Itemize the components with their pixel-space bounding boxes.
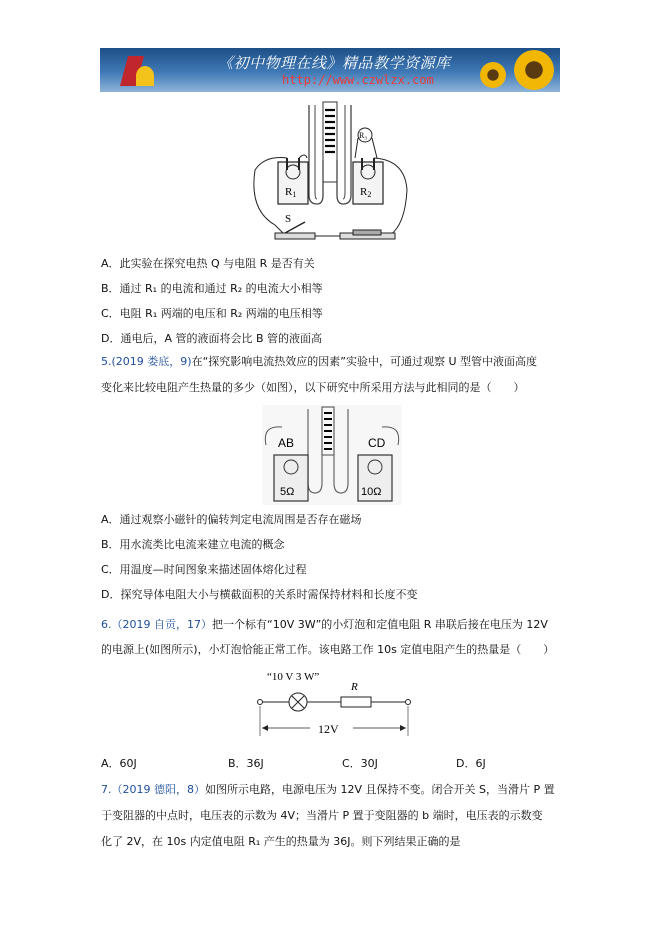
q4-option-b: B．通过 R₁ 的电流和通过 R₂ 的电流大小相等 [101, 282, 323, 295]
banner-url[interactable]: http://www.czwlzx.com [282, 73, 434, 87]
q5-source: (2019 娄底，9) [111, 355, 192, 368]
fig2-label-10ohm: 10Ω [361, 486, 382, 498]
logo-yellow-shape [136, 66, 154, 86]
q6-option-c: C．30J [342, 757, 378, 770]
q4-option-c: C．电阻 R₁ 两端的电压和 R₂ 两端的电压相等 [101, 307, 323, 320]
q5-option-a: A．通过观察小磁针的偏转判定电流周围是否存在磁场 [101, 513, 362, 526]
q5-stem-line1 [101, 355, 537, 369]
q7-source: （2019 德阳，8） [111, 783, 205, 796]
sunflower-small-icon [480, 62, 506, 88]
q7-stem-line2: 于变阻器的中点时，电压表的示数为 4V；当滑片 P 置于变阻器的 b 端时，电压表的示数变 [101, 809, 543, 822]
fig1-label-r2: R2 [360, 186, 372, 199]
q6-source: （2019 自贡，17） [111, 618, 212, 631]
q4-option-a: A．此实验在探究电热 Q 与电阻 R 是否有关 [101, 257, 315, 270]
banner-title: 《初中物理在线》精品教学资源库 [218, 54, 451, 72]
fig3-lamp-label: “10 V 3 W” [267, 671, 320, 683]
q6-text-1: 把一个标有“10V 3W”的小灯泡和定值电阻 R 串联后接在电压为 12V [212, 618, 548, 631]
fig2-label-ab: AB [278, 436, 295, 450]
fig1-label-r1: R1 [285, 186, 297, 199]
q5-text-1: 在“探究影响电流热效应的因素”实验中，可通过观察 U 型管中液面高度 [191, 355, 538, 368]
fig1-label-r3: R₃ [359, 131, 368, 140]
q7-stem-line1 [101, 783, 555, 797]
q6-number: 6. [101, 618, 112, 631]
q5-stem-line2: 变化来比较电阻产生热量的多少（如图），以下研究中所采用方法与此相同的是（ ） [101, 381, 525, 394]
header-banner [100, 48, 560, 92]
q5-option-b: B．用水流类比电流来建立电流的概念 [101, 538, 285, 551]
q7-text-1: 如图所示电路，电源电压为 12V 且保持不变。闭合开关 S，当滑片 P 置 [205, 783, 555, 796]
q4-option-d: D．通电后，A 管的液面将会比 B 管的液面高 [101, 332, 323, 345]
figure-u-tube-resistors [262, 405, 402, 505]
q7-number: 7. [101, 783, 112, 796]
q5-option-d: D．探究导体电阻大小与横截面积的关系时需保持材料和长度不变 [101, 588, 418, 601]
figure-joule-apparatus [245, 100, 415, 250]
sunflower-icon [514, 50, 554, 90]
q5-number: 5. [101, 355, 112, 368]
fig2-label-cd: CD [368, 436, 386, 450]
q7-stem-line3: 化了 2V，在 10s 内定值电阻 R₁ 产生的热量为 36J。则下列结果正确的是 [101, 835, 461, 848]
figure-lamp-resistor-circuit [255, 668, 415, 740]
q6-option-a: A．60J [101, 757, 137, 770]
fig1-label-s: S [285, 213, 292, 225]
fig3-voltage-label: 12V [318, 722, 339, 736]
fig3-r-label: R [351, 681, 358, 693]
q6-option-d: D．6J [456, 757, 486, 770]
q5-option-c: C．用温度—时间图象来描述固体熔化过程 [101, 563, 307, 576]
q6-stem-line1 [101, 618, 548, 632]
q6-option-b: B．36J [228, 757, 264, 770]
resistor-icon [341, 697, 371, 707]
fig2-label-5ohm: 5Ω [280, 486, 295, 498]
q6-stem-line2: 的电源上(如图所示)，小灯泡恰能正常工作。该电路工作 10s 定值电阻产生的热量是（ ） [101, 643, 555, 656]
